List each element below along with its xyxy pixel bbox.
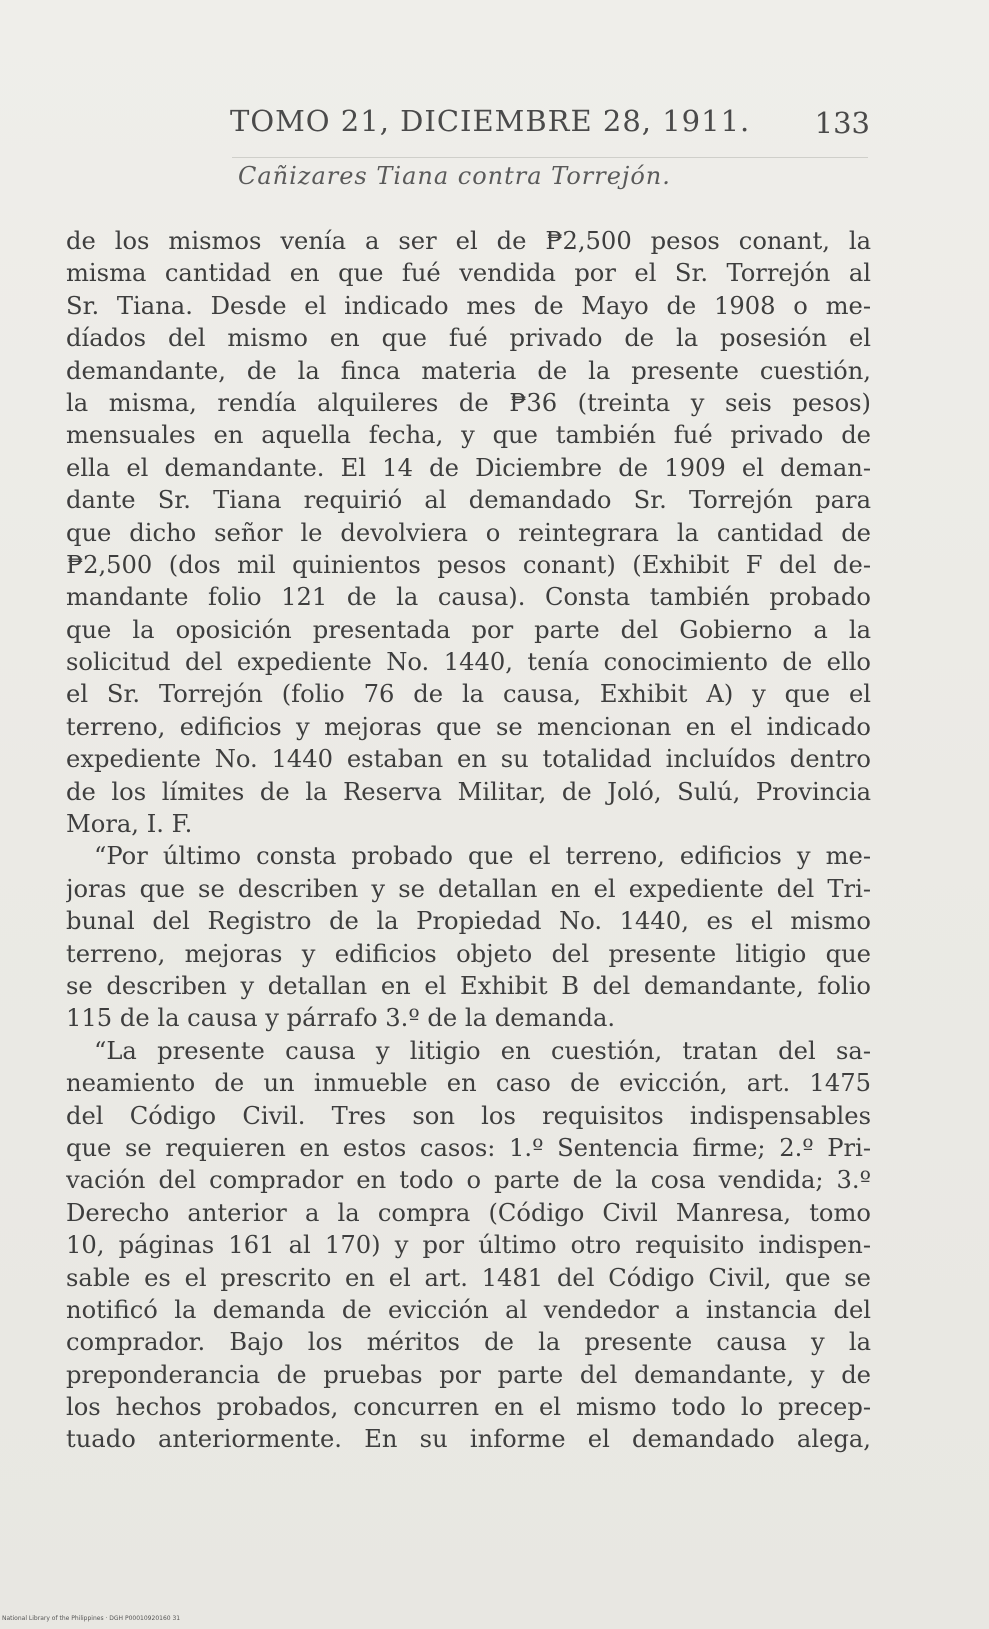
text-line: ella el demandante. El 14 de Diciembre de 1909 el deman- bbox=[66, 453, 871, 482]
text-line: tuado anteriormente. En su informe el demandado alega, bbox=[66, 1425, 871, 1454]
running-head: TOMO 21, DICIEMBRE 28, 1911. bbox=[230, 104, 751, 138]
text-line: comprador. Bajo los méritos de la presente causa y la bbox=[66, 1328, 871, 1357]
text-line: bunal del Registro de la Propiedad No. 1440, es el mismo bbox=[66, 907, 871, 936]
text-line: terreno, mejoras y edificios objeto del presente litigio que bbox=[66, 939, 871, 968]
text-line: Derecho anterior a la compra (Código Civil Manresa, tomo bbox=[66, 1198, 871, 1227]
text-line: Sr. Tiana. Desde el indicado mes de Mayo de 1908 o me- bbox=[66, 291, 871, 320]
text-line: 115 de la causa y párrafo 3.º de la demanda. bbox=[66, 1004, 616, 1033]
case-title: Cañizares Tiana contra Torrejón. bbox=[238, 162, 671, 190]
text-line: Mora, I. F. bbox=[66, 810, 193, 839]
text-line: notificó la demanda de evicción al vendedor a instancia del bbox=[66, 1295, 871, 1324]
text-line: “Por último consta probado que el terreno, edificios y me- bbox=[94, 842, 871, 871]
text-line: sable es el prescrito en el art. 1481 del Código Civil, que se bbox=[66, 1263, 871, 1292]
text-line: demandante, de la finca materia de la presente cuestión, bbox=[66, 356, 871, 385]
text-line: neamiento de un inmueble en caso de evicción, art. 1475 bbox=[66, 1069, 871, 1098]
text-line: que se requieren en estos casos: 1.º Sentencia firme; 2.º Pri- bbox=[66, 1133, 871, 1162]
text-line: los hechos probados, concurren en el mismo todo lo precep- bbox=[66, 1393, 871, 1422]
text-line: la misma, rendía alquileres de ₱36 (treinta y seis pesos) bbox=[66, 388, 871, 417]
text-line: dante Sr. Tiana requirió al demandado Sr. Torrejón para bbox=[66, 486, 871, 515]
footer-credit: National Library of the Philippines · DGH P00010920160 31 bbox=[2, 1615, 181, 1622]
text-line: misma cantidad en que fué vendida por el Sr. Torrejón al bbox=[66, 259, 871, 288]
text-line: se describen y detallan en el Exhibit B del demandante, folio bbox=[66, 971, 871, 1000]
text-line: “La presente causa y litigio en cuestión, tratan del sa- bbox=[94, 1036, 871, 1065]
header-rule bbox=[232, 157, 868, 158]
text-line: el Sr. Torrejón (folio 76 de la causa, Exhibit A) y que el bbox=[66, 680, 871, 709]
text-line: joras que se describen y se detallan en el expediente del Tri- bbox=[66, 874, 871, 903]
text-line: de los límites de la Reserva Militar, de Joló, Sulú, Provincia bbox=[66, 777, 871, 806]
text-line: del Código Civil. Tres son los requisitos indispensables bbox=[66, 1101, 871, 1130]
text-line: 10, páginas 161 al 170) y por último otro requisito indispen- bbox=[66, 1231, 871, 1260]
text-line: de los mismos venía a ser el de ₱2,500 pesos conant, la bbox=[66, 227, 871, 255]
text-line: mensuales en aquella fecha, y que también fué privado de bbox=[66, 421, 871, 450]
text-line: preponderancia de pruebas por parte del demandante, y de bbox=[66, 1360, 871, 1389]
page-number: 133 bbox=[814, 106, 870, 140]
text-line: díados del mismo en que fué privado de la posesión el bbox=[66, 324, 871, 353]
text-line: ₱2,500 (dos mil quinientos pesos conant) (Exhibit F del de- bbox=[66, 550, 871, 579]
text-line: terreno, edificios y mejoras que se mencionan en el indicado bbox=[66, 712, 871, 741]
page-header bbox=[230, 104, 870, 144]
text-line: mandante folio 121 de la causa). Consta también probado bbox=[66, 583, 871, 612]
text-line: solicitud del expediente No. 1440, tenía conocimiento de ello bbox=[66, 648, 871, 677]
text-line: que la oposición presentada por parte del Gobierno a la bbox=[66, 615, 871, 644]
text-line: vación del comprador en todo o parte de la cosa vendida; 3.º bbox=[66, 1166, 871, 1195]
text-line: expediente No. 1440 estaban en su totalidad incluídos dentro bbox=[66, 745, 871, 774]
text-line: que dicho señor le devolviera o reintegrara la cantidad de bbox=[66, 518, 871, 547]
body-text bbox=[66, 225, 871, 1456]
